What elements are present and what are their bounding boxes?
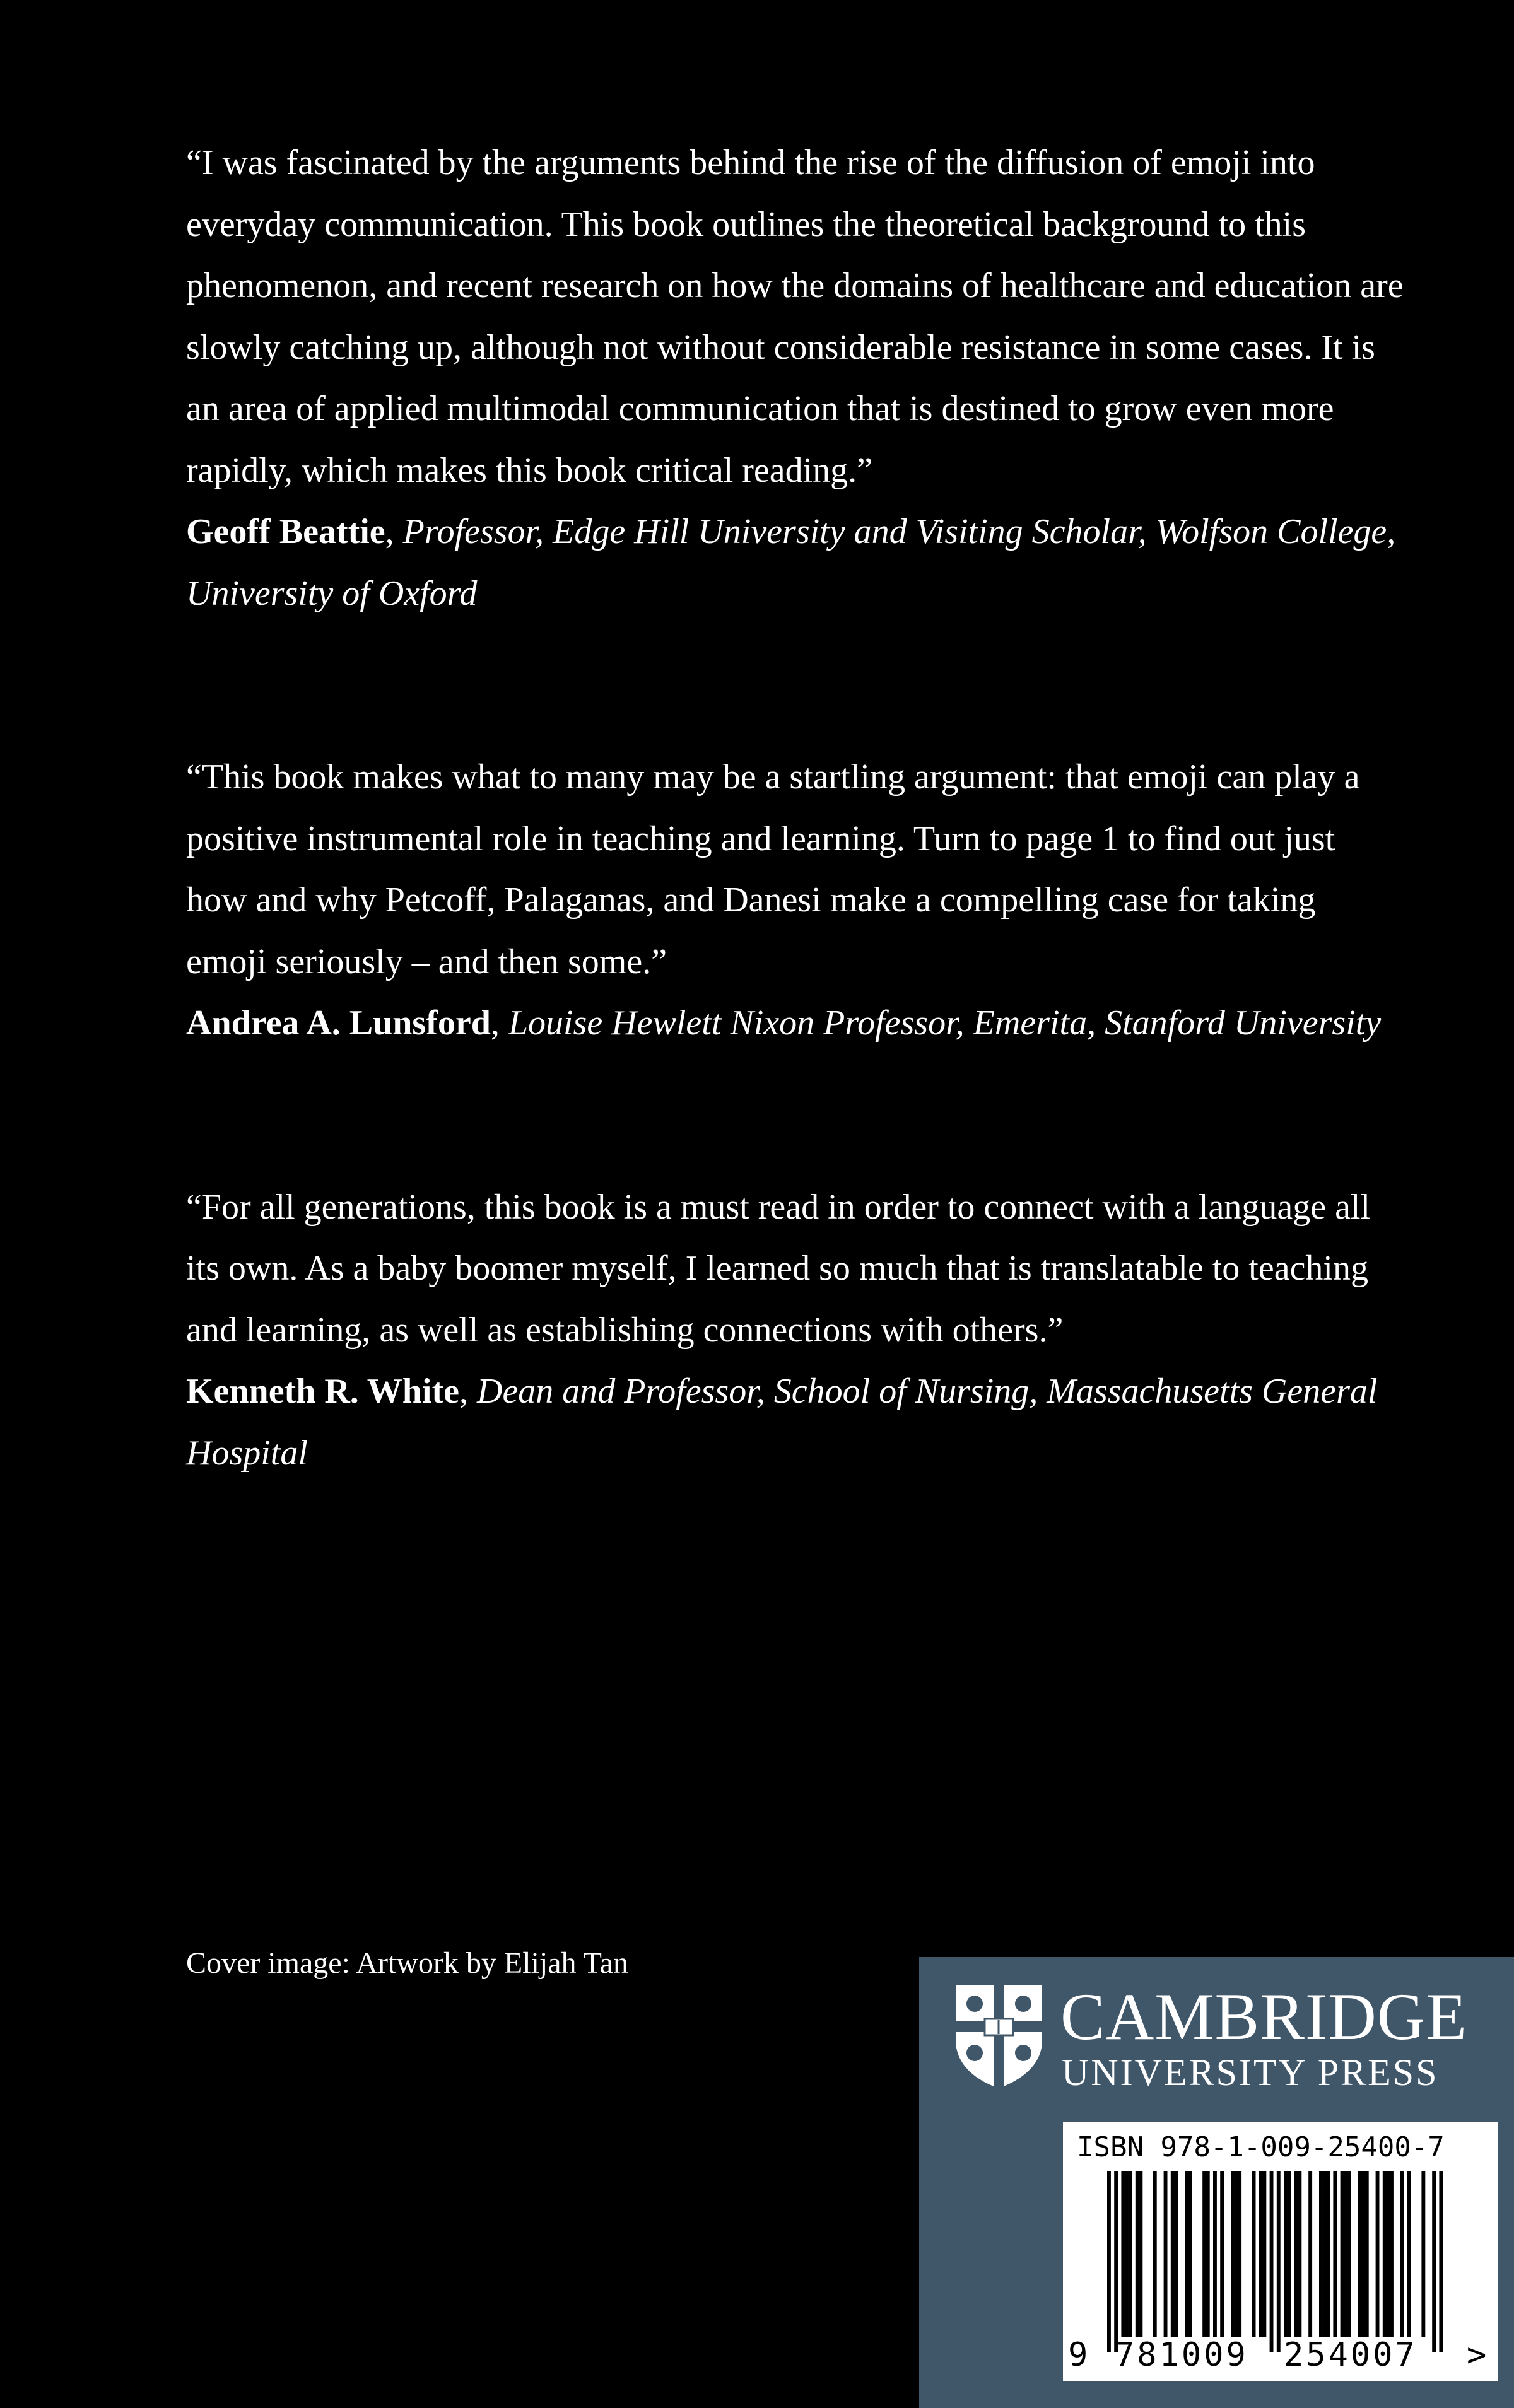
barcode-bar [1136, 2171, 1139, 2337]
barcode-bar [1284, 2171, 1288, 2337]
barcode-bar [1323, 2171, 1327, 2337]
publisher-panel [919, 1957, 1514, 2408]
barcode-digits-right: 254007 [1284, 2336, 1417, 2374]
cambridge-crest-icon [953, 1982, 1045, 2089]
publisher-subtitle: UNIVERSITY PRESS [1062, 2052, 1439, 2093]
barcode-bar [1153, 2171, 1157, 2337]
barcode-guard-bar [1114, 2171, 1118, 2352]
isbn-label: ISBN 978-1-009-25400-7 [1077, 2131, 1445, 2163]
barcode-bar [1347, 2171, 1351, 2337]
barcode-bar [1386, 2171, 1390, 2337]
barcode-bar [1390, 2171, 1394, 2337]
barcode-bar [1174, 2171, 1178, 2337]
endorser-role: Louise Hewlett Nixon Professor, Emerita, Stanford University [508, 1003, 1382, 1043]
barcode-bar [1185, 2171, 1188, 2337]
barcode-bar [1252, 2171, 1256, 2337]
barcode-bar [1344, 2171, 1347, 2337]
endorser-name: Geoff Beattie [186, 512, 385, 551]
endorsement-attribution: Kenneth R. White, Dean and Professor, School of Nursing, Massachusetts General Hospital [186, 1372, 1378, 1473]
barcode-bar [1213, 2171, 1217, 2337]
barcode-lead-digit: 9 [1068, 2336, 1088, 2374]
barcode-bar [1125, 2171, 1129, 2337]
endorsement-3 [186, 1177, 1404, 1485]
endorser-name: Kenneth R. White [186, 1372, 459, 1411]
barcode-guard-bar [1439, 2171, 1443, 2352]
endorsements [186, 132, 1404, 1606]
barcode-bar [1421, 2171, 1425, 2337]
barcode-bar [1288, 2171, 1291, 2337]
publisher-name: CAMBRIDGE [1060, 1980, 1468, 2054]
barcode-bar [1407, 2171, 1411, 2337]
barcode-digits-left: 781009 [1115, 2336, 1248, 2374]
barcode-bar [1220, 2171, 1224, 2337]
isbn-barcode [1063, 2122, 1498, 2381]
endorsement-attribution: Geoff Beattie, Professor, Edge Hill University and Visiting Scholar, Wolfson College, University of Oxford [186, 512, 1396, 613]
barcode-bar [1129, 2171, 1132, 2337]
barcode-bar [1319, 2171, 1323, 2337]
endorsement-2 [186, 747, 1404, 1055]
barcode-guard-bar [1107, 2171, 1111, 2352]
barcode-bar [1308, 2171, 1312, 2337]
barcode-bar [1361, 2171, 1365, 2337]
barcode-bar [1202, 2171, 1206, 2337]
barcode-bar [1206, 2171, 1210, 2337]
barcode-bar [1235, 2171, 1238, 2337]
barcode-bar [1294, 2171, 1298, 2337]
barcode-bar [1365, 2171, 1369, 2337]
barcode-guard-bar [1270, 2171, 1274, 2352]
cover-credit: Cover image: Artwork by Elijah Tan [186, 1946, 628, 1980]
barcode-bar [1298, 2171, 1301, 2337]
barcode-bar [1262, 2171, 1266, 2337]
endorsement-quote: “For all generations, this book is a must read in order to connect with a language all its own. As a baby boomer myself, I learned so much that is translatable to teaching and learning, as well as establishing connections with others.” [186, 1187, 1371, 1350]
barcode-guard-bar [1432, 2171, 1436, 2352]
barcode-bar [1376, 2171, 1380, 2337]
endorsement-1 [186, 132, 1404, 624]
barcode-guard-bar [1277, 2171, 1281, 2352]
endorser-name: Andrea A. Lunsford [186, 1003, 491, 1043]
barcode-bar [1333, 2171, 1337, 2337]
barcode-bar [1341, 2171, 1344, 2337]
endorsement-attribution: Andrea A. Lunsford, Louise Hewlett Nixon Professor, Emerita, Stanford University [186, 1003, 1382, 1043]
endorser-role: Dean and Professor, School of Nursing, Massachusetts General Hospital [186, 1372, 1378, 1473]
barcode-bar [1326, 2171, 1330, 2337]
barcode-bar [1238, 2171, 1241, 2337]
endorser-role: Professor, Edge Hill University and Visiting Scholar, Wolfson College, University of Oxford [186, 512, 1396, 613]
barcode-bar [1259, 2171, 1263, 2337]
endorsement-quote: “This book makes what to many may be a startling argument: that emoji can play a positive instrumental role in teaching and learning. Turn to page 1 to find out just how and why Petcoff, Palaganas, and Danesi make a compelling case for taking emoji seriously – and then some.” [186, 757, 1360, 981]
barcode-bar [1358, 2171, 1362, 2337]
barcode-bar [1164, 2171, 1168, 2337]
barcode-bar [1188, 2171, 1192, 2337]
barcode-bar [1231, 2171, 1235, 2337]
barcode-bar [1383, 2171, 1387, 2337]
barcode-bar [1171, 2171, 1175, 2337]
barcode-bar [1139, 2171, 1142, 2337]
barcode-arrow: > [1467, 2336, 1487, 2374]
barcode-bar [1400, 2171, 1404, 2337]
endorsement-quote: “I was fascinated by the arguments behind the rise of the diffusion of emoji into everyday communication. This book outlines the theoretical background to this phenomenon, and recent research on how the domains of healthcare and education are slowly catching up, although not without considerable resistance in some cases. It is an area of applied multimodal communication that is destined to grow even more rapidly, which makes this book critical reading.” [186, 143, 1404, 490]
barcode-bar [1121, 2171, 1125, 2337]
